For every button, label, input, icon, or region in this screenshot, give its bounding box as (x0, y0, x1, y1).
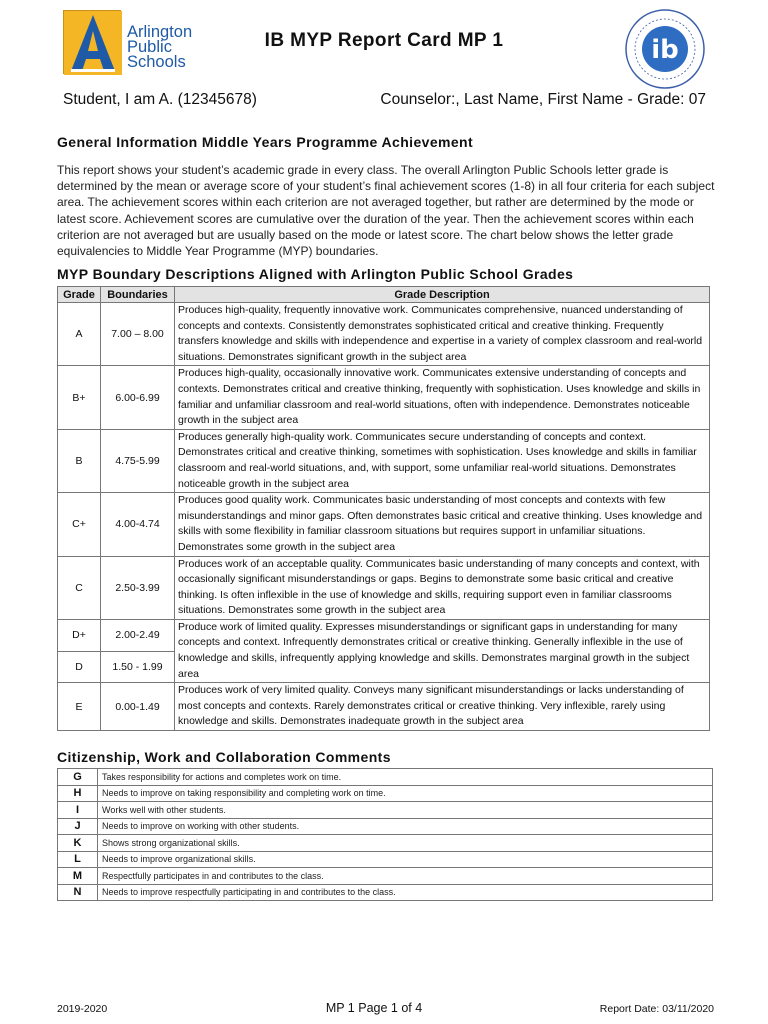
comment-code: I (58, 802, 98, 819)
comment-code: N (58, 884, 98, 901)
table-row (58, 493, 710, 556)
comment-text: Respectfully participates in and contributes to the class. (98, 868, 713, 885)
boundary-cell: 2.50-3.99 (101, 556, 175, 619)
boundary-cell: 0.00-1.49 (101, 683, 175, 731)
boundaries-table (57, 286, 710, 731)
grade-cell: B (58, 429, 101, 492)
logo-text-line2: Public (127, 38, 172, 56)
table-row (58, 556, 710, 619)
table-row (58, 303, 710, 366)
comment-text: Needs to improve organizational skills. (98, 851, 713, 868)
grade-cell: A (58, 303, 101, 366)
description-cell: Produces work of an acceptable quality. Communicates basic understanding of many concepts and context, with occasionally significant misunderstandings or gaps. Begins to demonstrate some basic critical and creative thinking. Is often inflexible in the use of knowledge and skills, requiring support even in familiar classrooms situations. Demonstrates some growth in the subject area (175, 556, 710, 619)
comment-code: H (58, 785, 98, 802)
comment-code: L (58, 851, 98, 868)
logo-text-line3: Schools (127, 53, 186, 71)
table-row (58, 851, 713, 868)
boundary-cell: 1.50 - 1.99 (101, 651, 175, 683)
ib-world-school-logo-icon (624, 8, 706, 90)
counselor-grade: Counselor:, Last Name, First Name - Grade: 07 (380, 91, 706, 108)
grade-cell: B+ (58, 366, 101, 429)
grade-cell: D+ (58, 619, 101, 651)
footer-page-number: MP 1 Page 1 of 4 (325, 1001, 423, 1015)
boundary-cell: 7.00 – 8.00 (101, 303, 175, 366)
boundaries-heading: MYP Boundary Descriptions Aligned with Arlington Public School Grades (57, 266, 574, 282)
boundary-cell: 4.75-5.99 (101, 429, 175, 492)
table-row (58, 769, 713, 786)
table-row (58, 868, 713, 885)
table-row (58, 429, 710, 492)
student-name: Student, I am A. (12345678) (63, 91, 257, 108)
logo-text-line1: Arlington (127, 23, 193, 41)
description-cell: Produces high-quality, occasionally innovative work. Communicates extensive understanding of concepts and contexts. Demonstrates critical and creative thinking, frequently with sophistication. Uses knowledge and skills in familiar and unfamiliar classroom and real-world situations, often with independence. Demonstrates noticeable growth in the subject area (175, 366, 710, 429)
table-row (58, 835, 713, 852)
table-row (58, 818, 713, 835)
boundary-cell: 2.00-2.49 (101, 619, 175, 651)
col-boundaries: Boundaries (101, 287, 175, 303)
boundary-cell: 6.00-6.99 (101, 366, 175, 429)
grade-cell: C (58, 556, 101, 619)
general-info-heading: General Information Middle Years Programme Achievement (57, 134, 474, 150)
comment-code: J (58, 818, 98, 835)
comment-text: Needs to improve on taking responsibility and completing work on time. (98, 785, 713, 802)
report-title: IB MYP Report Card MP 1 (264, 30, 504, 51)
comment-text: Needs to improve respectfully participating in and contributes to the class. (98, 884, 713, 901)
general-info-paragraph: This report shows your student’s academic grade in every class. The overall Arlington Public Schools letter grade is determined by the mean or average score of your student’s final achievement scores (1-8) in all four criteria for each subject area. The achievement scores within each criterion are not averaged together, but rather are determined by the mode or latest score. Achievement scores are cumulative over the duration of the year. Then the achievement scores within each criterion are not averaged but are usually based on the mode or latest score. The chart below shows the letter grade equivalencies to Middle Year Programme (MYP) boundaries. (57, 163, 715, 259)
table-row (58, 785, 713, 802)
table-row (58, 884, 713, 901)
footer-report-date: Report Date: 03/11/2020 (599, 1003, 714, 1015)
footer-school-year: 2019-2020 (57, 1003, 108, 1015)
col-grade: Grade (58, 287, 101, 303)
description-cell: Produces work of very limited quality. Conveys many significant misunderstandings or lacks understanding of most concepts and contexts. Rarely demonstrates critical or creative thinking. Very inflexible, rarely using knowledge and skills. Demonstrates inadequate growth in the subject area (175, 683, 710, 731)
comments-table (57, 768, 713, 901)
comment-code: K (58, 835, 98, 852)
table-row (58, 366, 710, 429)
comment-code: M (58, 868, 98, 885)
col-description: Grade Description (175, 287, 710, 303)
description-cell: Produces good quality work. Communicates basic understanding of most concepts and contexts with few misunderstandings and minor gaps. Often demonstrates basic critical and creative thinking. Uses knowledge and skills with some flexibility in familiar classroom situations but requires support in unfamiliar situations. Demonstrates some growth in the subject area (175, 493, 710, 556)
comment-text: Shows strong organizational skills. (98, 835, 713, 852)
table-row (58, 683, 710, 731)
comments-heading: Citizenship, Work and Collaboration Comments (57, 749, 391, 765)
boundaries-header-row (58, 287, 710, 303)
comment-code: G (58, 769, 98, 786)
boundary-cell: 4.00-4.74 (101, 493, 175, 556)
table-row (58, 619, 710, 651)
grade-cell: D (58, 651, 101, 683)
comment-text: Takes responsibility for actions and completes work on time. (98, 769, 713, 786)
grade-cell: E (58, 683, 101, 731)
description-cell: Produce work of limited quality. Expresses misunderstandings or significant gaps in understanding for many concepts and context. Infrequently demonstrates critical or creative thinking. Generally inflexible in the use of knowledge and skills, infrequently applying knowledge and skills. Demonstrates marginal growth in the subject area (175, 619, 710, 682)
comment-text: Works well with other students. (98, 802, 713, 819)
ib-logo-text: ib (651, 35, 679, 65)
grade-cell: C+ (58, 493, 101, 556)
table-row (58, 802, 713, 819)
comment-text: Needs to improve on working with other students. (98, 818, 713, 835)
description-cell: Produces generally high-quality work. Communicates secure understanding of concepts and context. Demonstrates critical and creative thinking, sometimes with sophistication. Uses knowledge and skills in familiar classroom and real-world situations, and, with support, some unfamiliar real-world situations. Demonstrates noticeable growth in the subject area (175, 429, 710, 492)
description-cell: Produces high-quality, frequently innovative work. Communicates comprehensive, nuanced understanding of concepts and contexts. Consistently demonstrates sophisticated critical and creative thinking. Frequently transfers knowledge and skills with independence and expertise in a variety of complex classroom and real-world situations. Demonstrates significant growth in the subject area (175, 303, 710, 366)
